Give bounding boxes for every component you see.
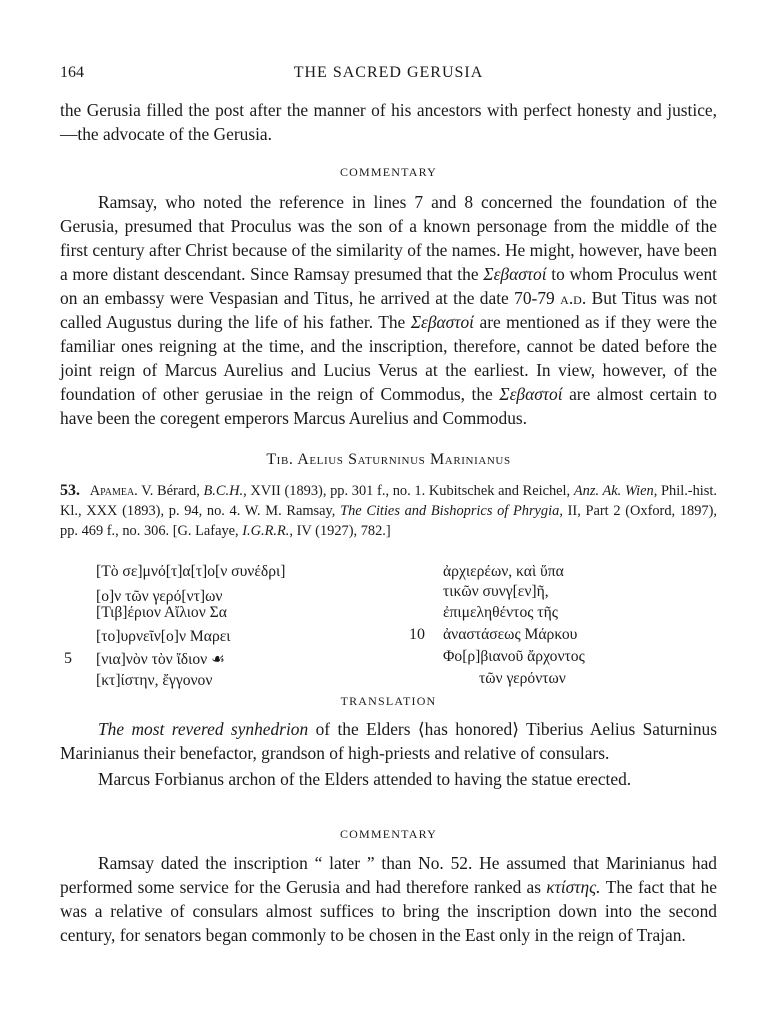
ad-abbrev: a.d. [560, 288, 587, 308]
inscription-line-6: [κτ]ίστην, ἔγγονον [96, 672, 213, 689]
inscription-line-5: [νια]νὸν τὸν ἴδιον ☙ [96, 651, 226, 668]
opening-text: the Gerusia filled the post after the manner of his ancestors with perfect honesty and justice,—the advocate of the Gerusia. [60, 100, 717, 144]
citation-part-4: II, Part 2 (Oxford, 1897), pp. 469 f., no. 306. [G. Lafaye, [60, 503, 717, 539]
commentary-1-text-e: are almost certain to have been the coregent emperors Marcus Aurelius and Commodus. [60, 384, 717, 428]
inscription-line-4: [το]υρνεῖν[ο]ν Μαρει [96, 628, 231, 645]
greek-sebastoi-1: Σεβαστοί [483, 264, 547, 284]
translation-line-2: Marcus Forbianus archon of the Elders attended to having the statue erected. [98, 769, 632, 789]
greek-sebastoi-2: Σεβαστοί [410, 312, 475, 332]
commentary-1-text-c: But Titus was not called Augustus during the life of his father. The [60, 288, 718, 332]
entry-city: Apamea. [89, 483, 138, 499]
running-title: THE SACRED GERUSIA [293, 64, 484, 81]
line-number-5: 5 [64, 650, 72, 667]
citation-journal-1: B.C.H., [203, 483, 247, 499]
commentary-paragraph-2 [60, 851, 717, 947]
citation-journal-3: I.G.R.R., [242, 523, 294, 539]
greek-sebastoi-3: Σεβαστοί [499, 384, 563, 404]
inscription-line-7: ἀρχιερέων, καὶ ὕπα [443, 563, 564, 580]
citation-book-title: The Cities and Bishoprics of Phrygia, [340, 503, 563, 519]
commentary-1-text-b: to whom Proculus went on an embassy were Vespasian and Titus, he arrived at the date 70-79 [60, 264, 718, 308]
inscription-line-9: ἐπιμεληθέντος τῆς [443, 604, 558, 621]
bibliographic-citation [60, 481, 717, 541]
citation-journal-2: Anz. Ak. Wien, [573, 483, 658, 499]
inscription-line-3: [Τιβ]έριον Αἴλιον Σα [96, 604, 227, 621]
commentary-heading-1: COMMENTARY [339, 165, 438, 179]
commentary-heading-2: COMMENTARY [339, 827, 438, 841]
inscription-line-10: ἀναστάσεως Μάρκου [443, 626, 578, 643]
translation-text [60, 717, 717, 791]
commentary-2-text-b: The fact that he was a relative of consulars almost suffices to bring the inscription down into the second century, for senators began commonly to be chosen in the East only in the reign of Trajan. [60, 877, 717, 945]
inscription-line-8: τικῶν συνγ[εν]ῆ, [443, 583, 549, 600]
greek-ktistes: κτίστης. [546, 877, 601, 897]
entry-number: 53. [60, 482, 80, 499]
citation-part-1: V. Bérard, [141, 483, 200, 499]
citation-part-2: XVII (1893), pp. 301 f., no. 1. Kubitschek and Reichel, [250, 483, 571, 499]
line-number-10: 10 [409, 626, 425, 643]
translation-italic: The most revered synhedrion [98, 719, 309, 739]
translation-line-1: of the Elders ⟨has honored⟩ Tiberius Aelius Saturninus Marinianus their benefactor, grandson of high-priests and relative of consulars. [60, 719, 717, 763]
commentary-1-text-d: are mentioned as if they were the familiar ones reigning at the time, and the inscription, therefore, cannot be dated before the joint reign of Marcus Aurelius and Lucius Verus at the earliest. In view, however, of the foundation of other gerusiae in the reign of Commodus, the [60, 312, 717, 404]
page-number: 164 [60, 64, 84, 81]
translation-heading: TRANSLATION [340, 694, 437, 708]
inscription-line-12: τῶν γερόντων [479, 670, 566, 687]
inscription-line-11: Φο[ρ]βιανοῦ ἄρχοντος [443, 648, 585, 665]
section-title: Tib. Aelius Saturninus Marinianus [266, 451, 511, 468]
citation-part-5: IV (1927), 782.] [296, 523, 391, 539]
commentary-2-text-a: Ramsay dated the inscription “ later ” than No. 52. He assumed that Marinianus had performed some service for the Gerusia and had therefore ranked as [60, 853, 717, 897]
commentary-1-text-a: Ramsay, who noted the reference in lines 7 and 8 concerned the foundation of the Gerusia, presumed that Proculus was the son of a known personage from the middle of the first century after Christ because of the similarity of the names. He might, however, have been a more distant descendant. Since Ramsay presumed that the [60, 192, 717, 284]
inscription-line-2: [ο]ν τῶν γερό[ντ]ων [96, 588, 223, 605]
opening-paragraph [60, 98, 717, 146]
commentary-paragraph-1 [60, 190, 717, 430]
inscription-line-1: [Τὸ σε]μνό[τ]α[τ]ο[ν συνέδρι] [96, 563, 286, 580]
citation-part-3: Phil.-hist. Kl., XXX (1893), p. 94, no. 4. W. M. Ramsay, [60, 483, 717, 519]
